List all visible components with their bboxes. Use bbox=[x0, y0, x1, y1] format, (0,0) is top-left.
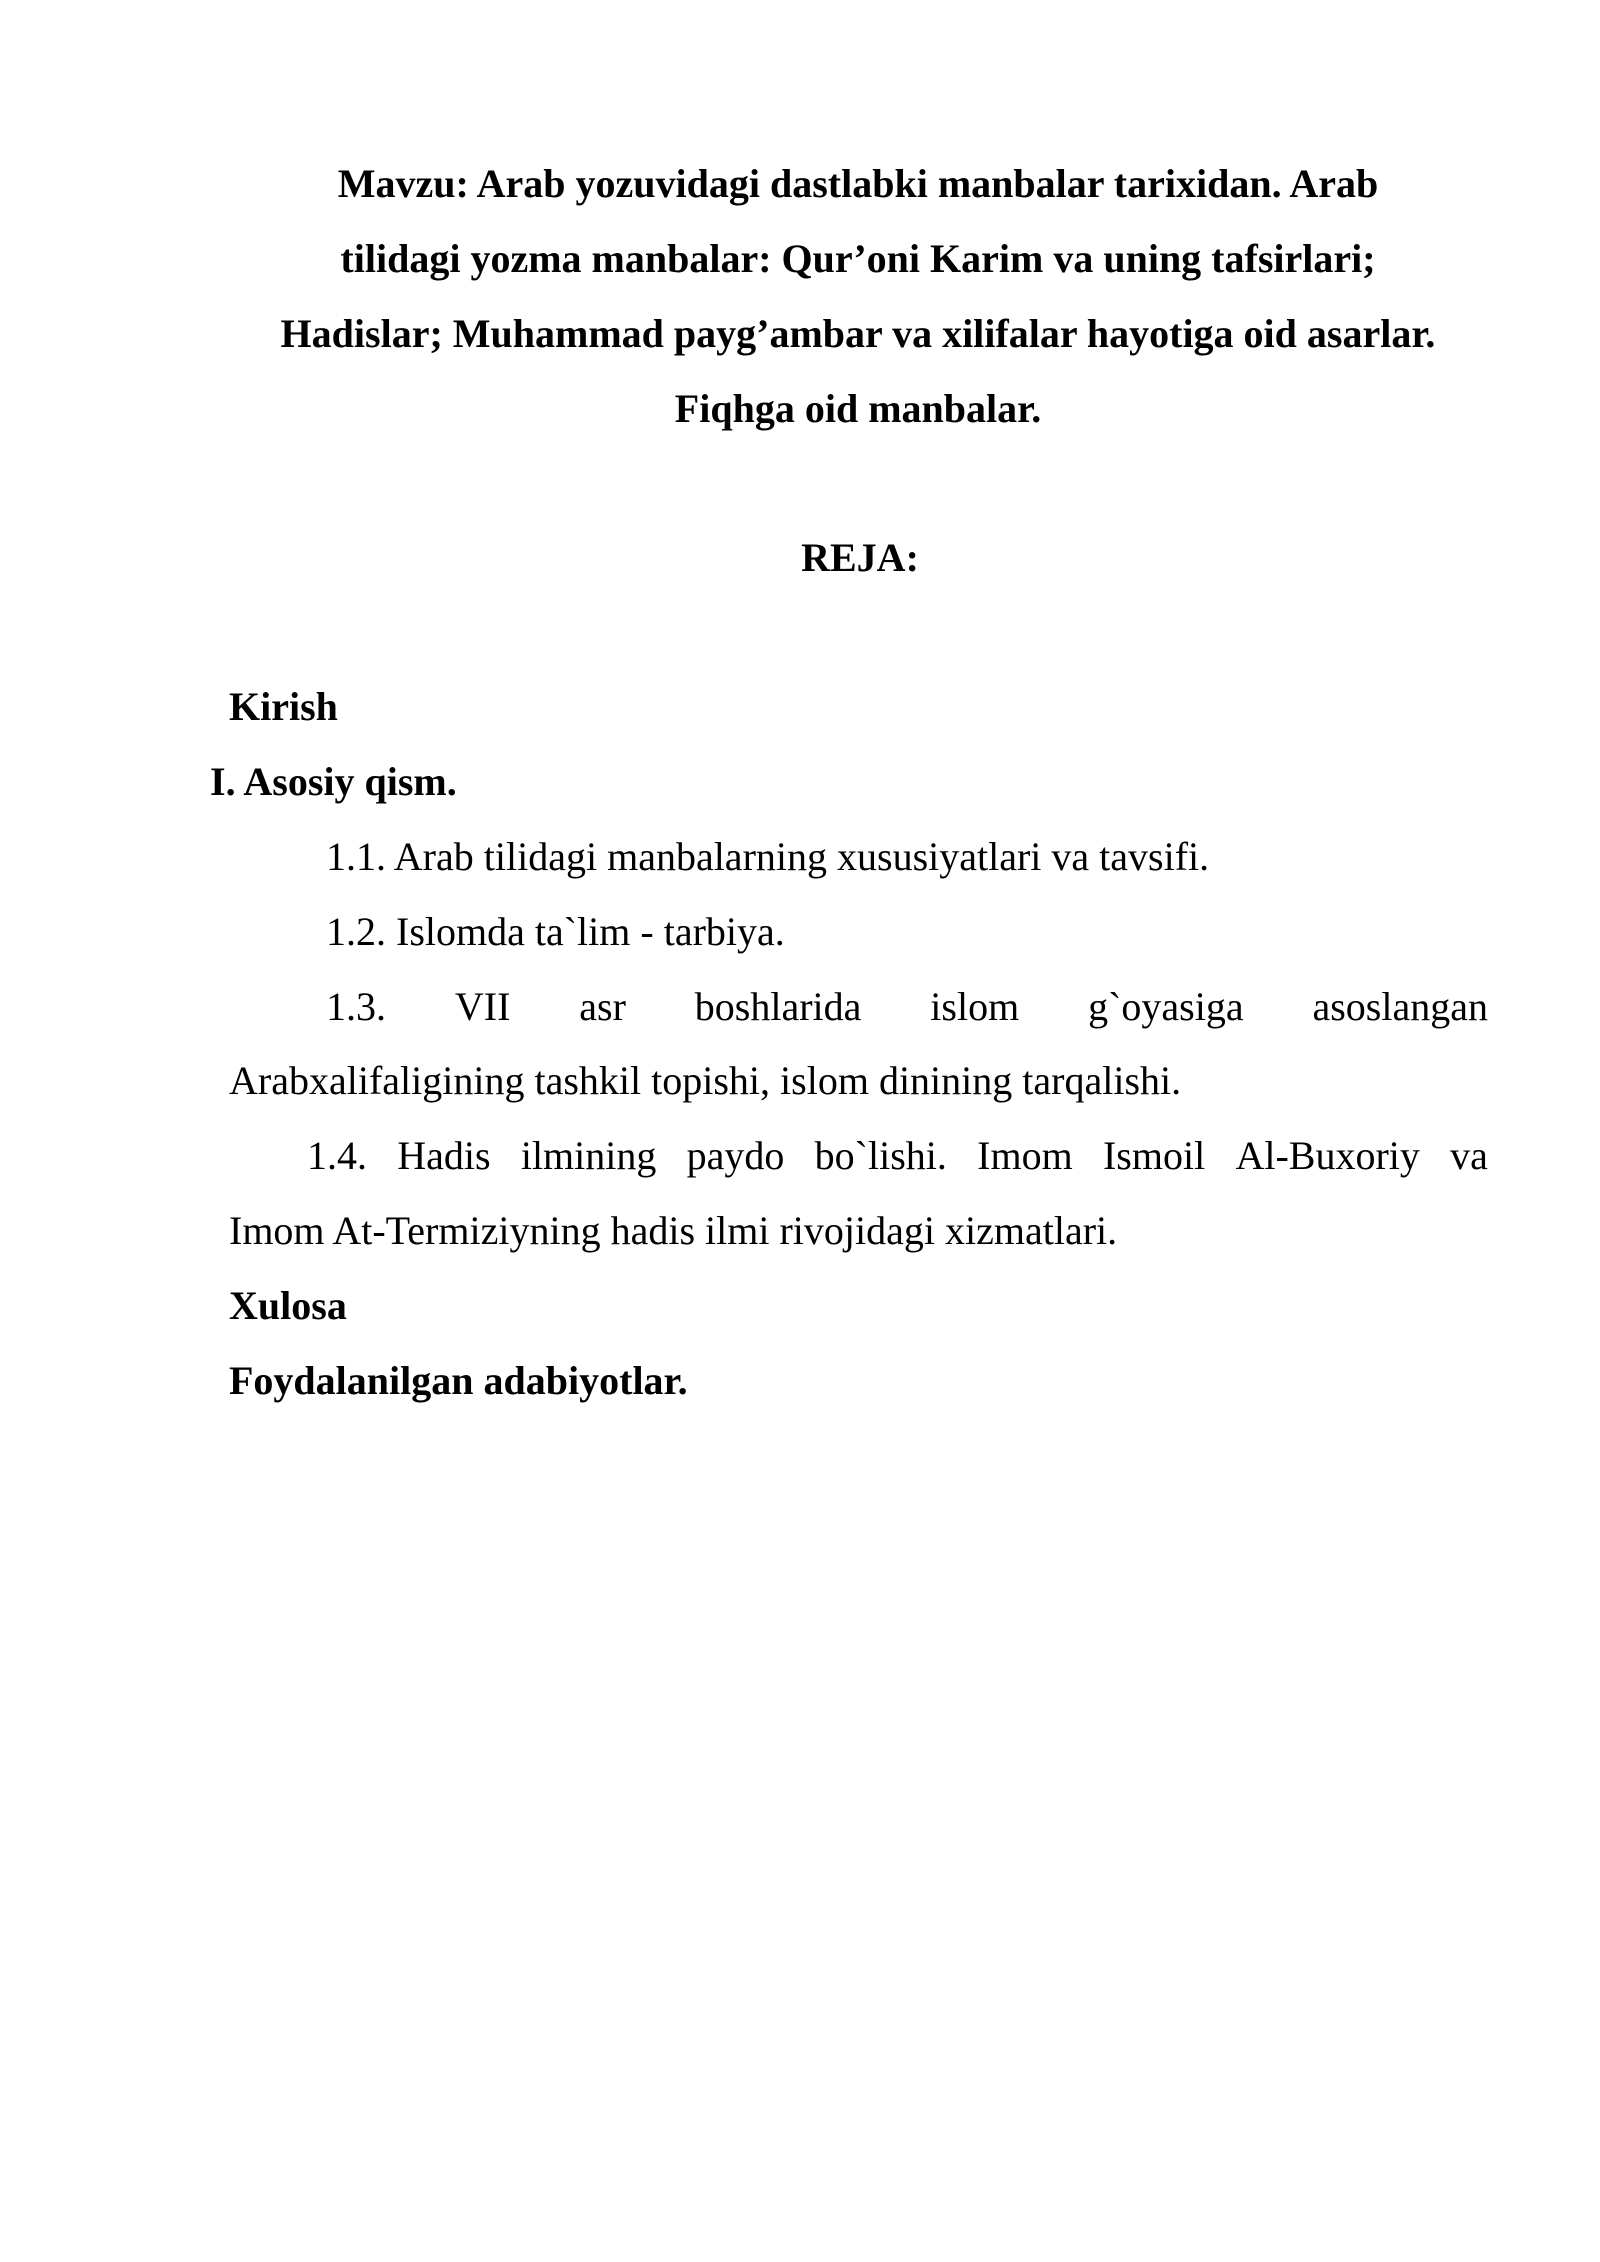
plan-item-1-4-word: Imom bbox=[977, 1133, 1073, 1178]
plan-item-1-3-word: asr bbox=[579, 984, 626, 1029]
plan-references: Foydalanilgan adabiyotlar. bbox=[229, 1358, 688, 1403]
plan-item-1-3-word: islom bbox=[930, 984, 1020, 1029]
plan-item-1-4-word: 1.4. bbox=[307, 1133, 367, 1178]
plan-main-part: I. Asosiy qism. bbox=[210, 759, 457, 804]
plan-item-1-4-word: Hadis bbox=[397, 1133, 491, 1178]
plan-item-1-3-continuation: Arabxalifaligining tashkil topishi, islom dinining tarqalishi. bbox=[229, 1058, 1182, 1103]
plan-item-1-4-word: ilmining bbox=[520, 1133, 657, 1178]
title-line-4: Fiqhga oid manbalar. bbox=[674, 386, 1042, 431]
plan-item-1-4-word: Al-Buxoriy bbox=[1235, 1133, 1420, 1178]
plan-item-1-4-word: va bbox=[1450, 1133, 1488, 1178]
plan-item-1-1: 1.1. Arab tilidagi manbalarning xususiyatlari va tavsifi. bbox=[326, 834, 1210, 879]
plan-conclusion: Xulosa bbox=[229, 1283, 347, 1328]
plan-item-1-3-word: 1.3. bbox=[326, 984, 386, 1029]
title-line-1: Mavzu: Arab yozuvidagi dastlabki manbalar tarixidan. Arab bbox=[337, 161, 1379, 206]
plan-item-1-4-word: Ismoil bbox=[1102, 1133, 1206, 1178]
plan-intro: Kirish bbox=[229, 684, 338, 729]
plan-item-1-4 bbox=[307, 1126, 1488, 1186]
plan-item-1-3 bbox=[326, 977, 1488, 1037]
plan-item-1-4-continuation: Imom At-Termiziyning hadis ilmi rivojidagi xizmatlari. bbox=[229, 1208, 1118, 1253]
plan-item-1-3-word: g`oyasiga bbox=[1088, 984, 1244, 1029]
plan-item-1-4-word: paydo bbox=[686, 1133, 785, 1178]
title-line-2: tilidagi yozma manbalar: Qur’oni Karim va uning tafsirlari; bbox=[340, 236, 1376, 281]
plan-heading: REJA: bbox=[801, 535, 919, 580]
plan-item-1-2: 1.2. Islomda ta`lim - tarbiya. bbox=[326, 909, 785, 954]
title-line-3: Hadislar; Muhammad payg’ambar va xilifalar hayotiga oid asarlar. bbox=[280, 311, 1436, 356]
plan-item-1-3-word: boshlarida bbox=[694, 984, 862, 1029]
document-title bbox=[228, 146, 1488, 446]
plan-item-1-3-word: asoslangan bbox=[1312, 984, 1488, 1029]
plan-item-1-3-word: VII bbox=[454, 984, 511, 1029]
plan-item-1-4-word: bo`lishi. bbox=[814, 1133, 947, 1178]
